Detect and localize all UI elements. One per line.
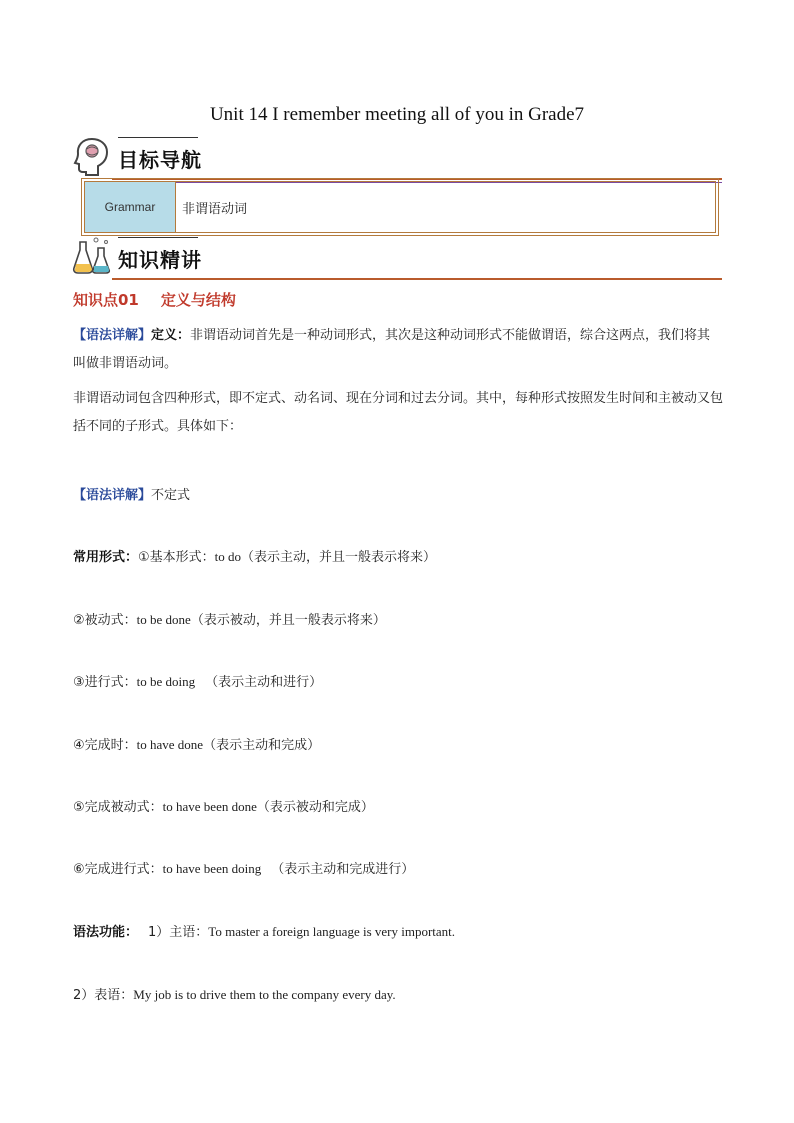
functions-label: 语法功能： <box>73 925 139 940</box>
form-line-4 <box>73 734 320 753</box>
form-note: （表示主动和进行） <box>205 675 323 690</box>
form-en: to be done <box>136 612 191 627</box>
goal-table-topic: 非谓语动词 <box>182 201 248 217</box>
form-line-6 <box>73 858 414 877</box>
section-header-knowledge <box>72 236 722 280</box>
infinitive-heading <box>73 484 190 503</box>
definition-paragraph <box>73 322 723 378</box>
forms-label: 常用形式： <box>73 550 139 565</box>
section-header-goals <box>72 136 722 180</box>
knowledge-point-number: 知识点01 <box>73 291 139 309</box>
grammar-tag: 【语法详解】 <box>73 328 152 343</box>
form-en: to have done <box>136 737 204 752</box>
definition-label: 定义： <box>151 328 191 343</box>
function-example: My job is to drive them to the company every day. <box>133 987 396 1002</box>
form-note: （表示主动和完成进行） <box>271 862 415 877</box>
form-note: （表示被动，并且一般表示将来） <box>190 613 386 628</box>
infinitive-label: 不定式 <box>151 488 191 503</box>
knowledge-point-name: 定义与结构 <box>160 291 236 309</box>
function-num: 1）主语： <box>148 925 209 940</box>
goal-table <box>81 178 719 236</box>
form-num: ④完成时： <box>73 738 137 753</box>
forms-paragraph: 非谓语动词包含四种形式，即不定式、动名词、现在分词和过去分词。其中，每种形式按照发生时间和主被动又包括不同的子形式。具体如下： <box>73 391 724 434</box>
page-title: Unit 14 I remember meeting all of you in Grade7 <box>209 104 585 125</box>
form-num: ⑥完成进行式： <box>73 862 163 877</box>
form-note: （表示主动，并且一般表示将来） <box>241 550 437 565</box>
form-num: ①基本形式： <box>138 550 215 565</box>
form-line-5 <box>73 796 374 815</box>
form-en: to do <box>214 549 242 564</box>
function-line-1 <box>73 921 455 940</box>
form-note: （表示主动和完成） <box>203 738 321 753</box>
section-title-goals: 目标导航 <box>118 148 202 172</box>
function-example: To master a foreign language is very important. <box>208 924 456 939</box>
form-num: ⑤完成被动式： <box>73 800 163 815</box>
brain-icon <box>72 136 112 176</box>
form-line-2 <box>73 609 386 628</box>
form-note: （表示被动和完成） <box>256 800 374 815</box>
grammar-tag: 【语法详解】 <box>73 488 152 503</box>
knowledge-point-title <box>73 289 236 310</box>
flask-icon <box>72 236 112 276</box>
form-line-3 <box>73 671 322 690</box>
function-num: 2）表语： <box>73 988 134 1003</box>
section-title-knowledge: 知识精讲 <box>118 248 202 272</box>
form-en: to be doing <box>136 674 196 689</box>
definition-text: 非谓语动词首先是一种动词形式，其次是这种动词形式不能做谓语，综合这两点，我们将其叫做非谓语动词。 <box>73 328 711 371</box>
form-line-1 <box>73 546 436 565</box>
goal-table-category: Grammar <box>85 182 176 232</box>
form-num: ②被动式： <box>73 613 137 628</box>
form-en: to have been done <box>162 799 257 814</box>
function-line-2 <box>73 984 396 1003</box>
form-num: ③进行式： <box>73 675 137 690</box>
form-en: to have been doing <box>162 861 262 876</box>
